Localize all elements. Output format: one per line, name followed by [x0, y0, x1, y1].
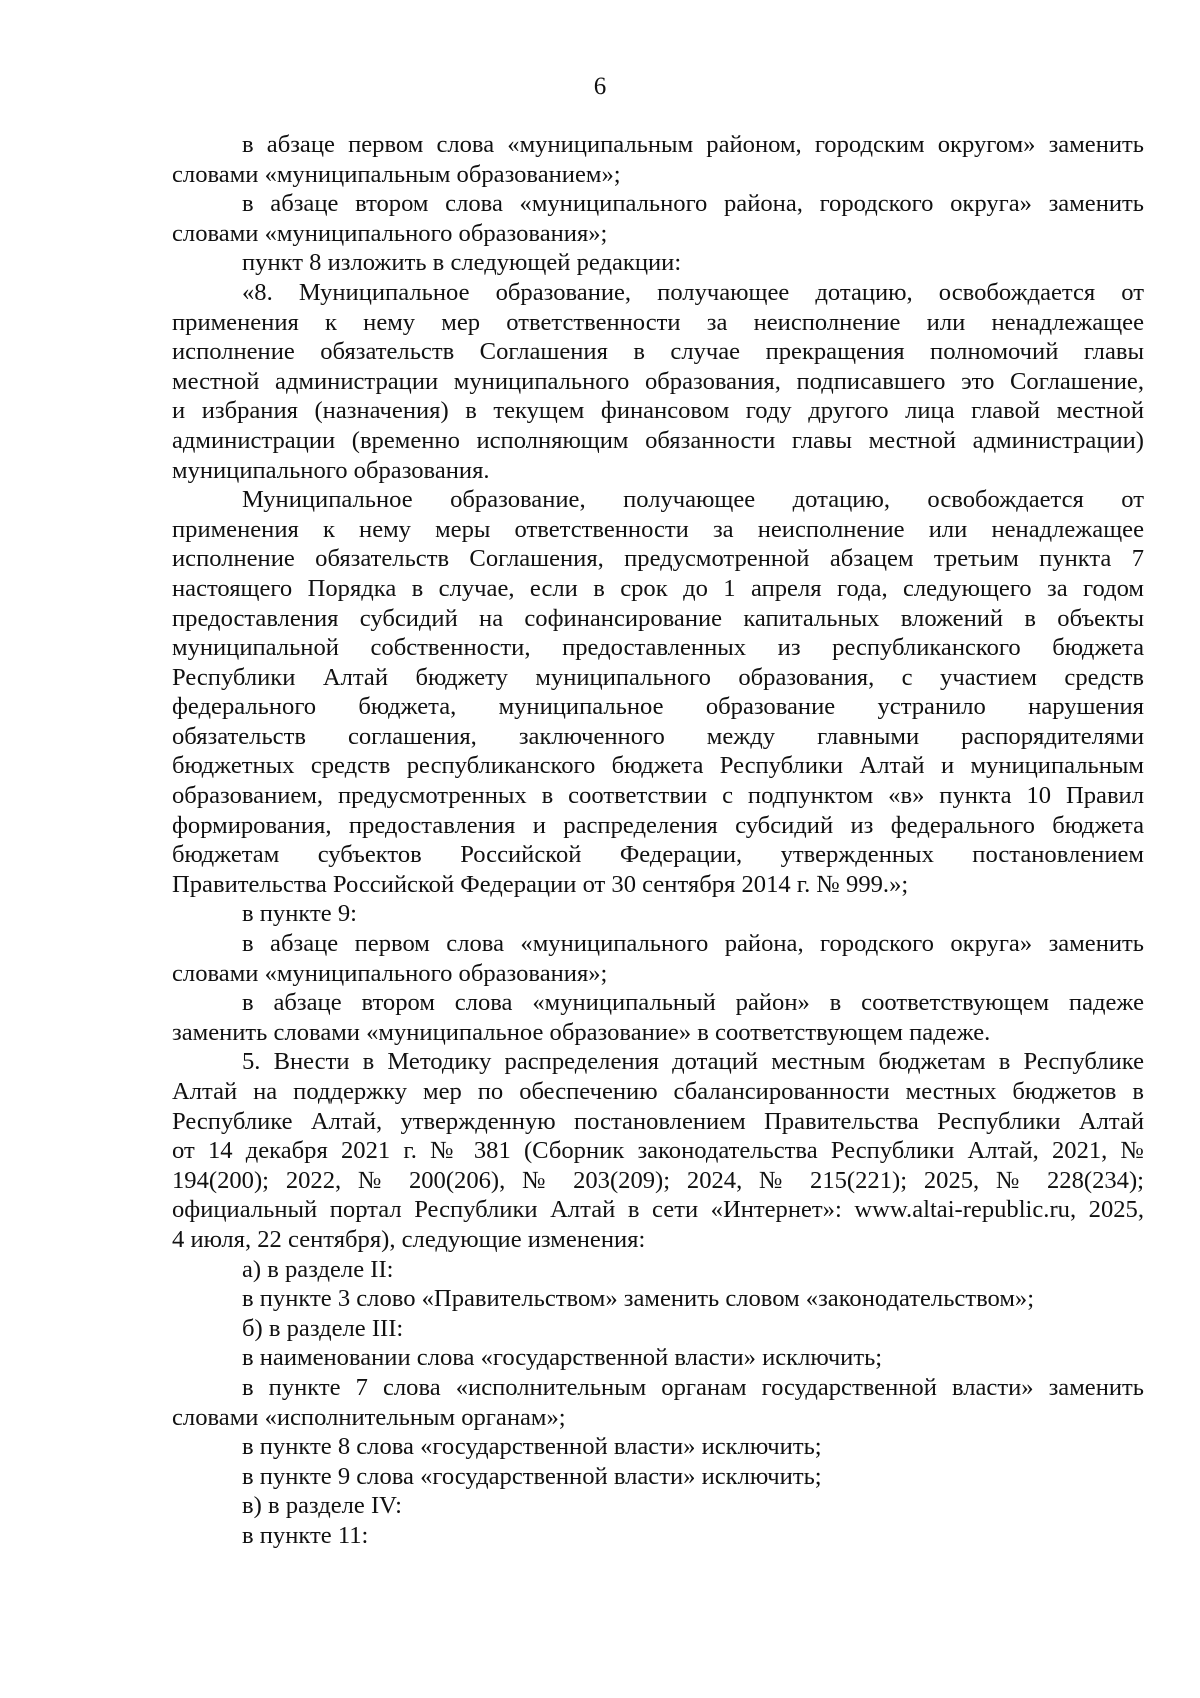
- text-line: формирования, предоставления и распределения субсидий из федерального бюджета: [172, 811, 1144, 839]
- text-line: Алтай на поддержку мер по обеспечению сбалансированности местных бюджетов в: [172, 1078, 1144, 1105]
- paragraph: [172, 278, 1144, 485]
- text-line: в) в разделе IV:: [242, 1492, 402, 1520]
- text-line: Правительства Российской Федерации от 30 сентября 2014 г. № 999.»;: [172, 870, 909, 898]
- text-line: словами «муниципального образования»;: [172, 959, 608, 987]
- text-line: в пункте 3 слово «Правительством» заменить словом «законодательством»;: [242, 1285, 1035, 1313]
- text-line: муниципальной собственности, предоставленных из республиканского бюджета: [172, 634, 1144, 662]
- text-line: исполнение обязательств Соглашения, предусмотренной абзацем третьим пункта 7: [172, 545, 1144, 573]
- paragraph: [172, 1491, 1144, 1521]
- text-line: 5. Внести в Методику распределения дотаций местным бюджетам в Республике: [242, 1048, 1144, 1076]
- paragraph: [172, 1521, 1144, 1551]
- text-line: в наименовании слова «государственной власти» исключить;: [242, 1344, 883, 1372]
- text-line: а) в разделе II:: [242, 1255, 394, 1283]
- text-line: местной администрации муниципального образования, подписавшего это Соглашение,: [172, 367, 1144, 395]
- document-body: [172, 130, 1144, 1551]
- text-line: «8. Муниципальное образование, получающее дотацию, освобождается от: [242, 278, 1144, 306]
- paragraph: [172, 1314, 1144, 1344]
- text-line: в пункте 11:: [242, 1521, 369, 1549]
- text-line: федерального бюджета, муниципальное образование устранило нарушения: [172, 693, 1144, 721]
- text-line: настоящего Порядка в случае, если в срок до 1 апреля года, следующего за годом: [172, 574, 1144, 602]
- text-line: образованием, предусмотренных в соответствии с подпунктом «в» пункта 10 Правил: [172, 782, 1144, 810]
- text-line: в абзаце первом слова «муниципальным районом, городским округом» заменить: [242, 131, 1144, 158]
- page-number: 6: [593, 73, 607, 100]
- text-line: в пункте 9 слова «государственной власти» исключить;: [242, 1462, 822, 1490]
- text-line: б) в разделе III:: [242, 1314, 404, 1342]
- text-line: предоставления субсидий на софинансирование капитальных вложений в объекты: [172, 604, 1144, 632]
- text-line: обязательств соглашения, заключенного между главными распорядителями: [172, 722, 1144, 750]
- text-line: и избрания (назначения) в текущем финансовом году другого лица главой местной: [172, 397, 1144, 425]
- text-line: в пункте 8 слова «государственной власти» исключить;: [242, 1433, 822, 1461]
- text-line: официальный портал Республики Алтай в сети «Интернет»: www.altai-republic.ru, 2025,: [172, 1196, 1144, 1224]
- text-line: от 14 декабря 2021 г. № 381 (Сборник законодательства Республики Алтай, 2021, №: [172, 1137, 1144, 1165]
- text-line: словами «исполнительным органам»;: [172, 1403, 566, 1431]
- text-line: исполнение обязательств Соглашения в случае прекращения полномочий главы: [172, 338, 1144, 366]
- text-line: Республике Алтай, утвержденную постановлением Правительства Республики Алтай: [172, 1107, 1144, 1135]
- text-line: словами «муниципальным образованием»;: [172, 160, 621, 188]
- text-line: в пункте 7 слова «исполнительным органам государственной власти» заменить: [242, 1373, 1144, 1401]
- paragraph: [172, 1284, 1144, 1314]
- text-line: Муниципальное образование, получающее дотацию, освобождается от: [242, 486, 1144, 514]
- paragraph: [172, 929, 1144, 988]
- text-line: муниципального образования.: [172, 456, 490, 484]
- text-line: 194(200); 2022, № 200(206), № 203(209); 2024, № 215(221); 2025, № 228(234);: [172, 1166, 1144, 1194]
- paragraph: [172, 130, 1144, 189]
- text-line: в абзаце втором слова «муниципальный район» в соответствующем падеже: [242, 989, 1144, 1017]
- text-line: применения к нему меры ответственности за неисполнение или ненадлежащее: [172, 515, 1144, 543]
- text-line: словами «муниципального образования»;: [172, 219, 608, 247]
- text-line: администрации (временно исполняющим обязанности главы местной администрации): [172, 426, 1144, 454]
- text-line: в абзаце втором слова «муниципального района, городского округа» заменить: [242, 190, 1144, 218]
- paragraph: [172, 1255, 1144, 1285]
- paragraph: [172, 485, 1144, 899]
- paragraph: [172, 1047, 1144, 1254]
- paragraph: [172, 988, 1144, 1047]
- paragraph: [172, 1462, 1144, 1492]
- text-line: Республики Алтай бюджету муниципального образования, с участием средств: [172, 663, 1144, 691]
- text-line: 4 июля, 22 сентября), следующие изменения:: [172, 1225, 646, 1253]
- text-line: бюджетных средств республиканского бюджета Республики Алтай и муниципальным: [172, 752, 1144, 780]
- paragraph: [172, 248, 1144, 278]
- paragraph: [172, 189, 1144, 248]
- text-line: применения к нему мер ответственности за неисполнение или ненадлежащее: [172, 308, 1144, 336]
- text-line: в абзаце первом слова «муниципального района, городского округа» заменить: [242, 930, 1144, 958]
- text-line: бюджетам субъектов Российской Федерации, утвержденных постановлением: [172, 841, 1144, 869]
- text-line: заменить словами «муниципальное образование» в соответствующем падеже.: [172, 1018, 991, 1046]
- paragraph: [172, 1373, 1144, 1432]
- paragraph: [172, 1432, 1144, 1462]
- text-line: в пункте 9:: [242, 900, 357, 928]
- paragraph: [172, 899, 1144, 929]
- text-line: пункт 8 изложить в следующей редакции:: [242, 249, 682, 277]
- paragraph: [172, 1343, 1144, 1373]
